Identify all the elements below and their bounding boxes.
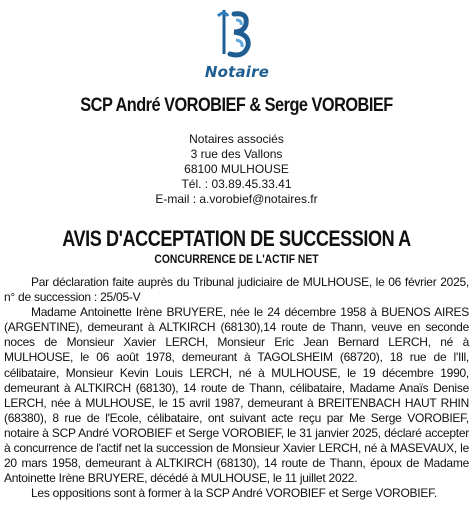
firm-name: SCP André VOROBIEF & Serge VOROBIEF: [80, 95, 393, 116]
paragraph-oppositions: Les oppositions sont à former à la SCP André VOROBIEF et Serge VOROBIEF.: [31, 486, 437, 501]
logo-text: Notaire: [204, 63, 270, 81]
contact-line-phone: Tél. : 03.89.45.33.41: [181, 177, 292, 191]
notaire-logo: [198, 8, 276, 84]
paragraph-heirs: Madame Antoinette Irène BRUYERE, née le 24 décembre 1958 à BUENOS AIRES (ARGENTINE), demeurant à ALTKIRCH (68130),14 route de Thann, veuve en seconde noces de Monsieur Xavier LERCH, Monsieur Eric Jean Bernard LERCH, né à MULHOUSE, le 06 août 1978, demeurant à TAGOLSHEIM (68720), 18 rue de l'Ill, célibataire, Monsieur Kevin Louis LERCH, né à MULHOUSE, le 19 décembre 1990, demeurant à ALTKIRCH (68130), 14 route de Thann, célibataire, Madame Anaïs Denise LERCH, née à MULHOUSE, le 15 avril 1987, demeurant à BREITENBACH HAUT RHIN (68380), 8 rue de l'Ecole, célibataire, ont suivant acte reçu par Me Serge VOROBIEF, notaire à SCP André VOROBIEF et Serge VOROBIEF, le 31 janvier 2025, déclaré accepter à concurrence de l'actif net la succession de Monsieur Xavier LERCH, né à MASEVAUX, le 20 mars 1958, demeurant à ALTKIRCH (68130), 14 route de Thann, époux de Madame Antoinette Irène BRUYERE, décédé à MULHOUSE, le 11 juillet 2022.: [4, 305, 469, 486]
contact-line-role: Notaires associés: [189, 132, 284, 146]
contact-line-city: 68100 MULHOUSE: [184, 162, 289, 176]
notice-title: AVIS D'ACCEPTATION DE SUCCESSION A: [62, 226, 411, 251]
paragraph-declaration: Par déclaration faite auprès du Tribunal judiciaire de MULHOUSE, le 06 février 2025, n° de succession : 25/05-V: [4, 275, 469, 305]
notaire-emblem-icon: [214, 8, 260, 62]
contact-line-email: E-mail : a.vorobief@notaires.fr: [155, 192, 318, 206]
firm-contact-block: [0, 132, 473, 207]
notice-subtitle: CONCURRENCE DE L'ACTIF NET: [154, 252, 319, 266]
contact-line-street: 3 rue des Vallons: [190, 147, 283, 161]
notice-body: [4, 275, 469, 501]
